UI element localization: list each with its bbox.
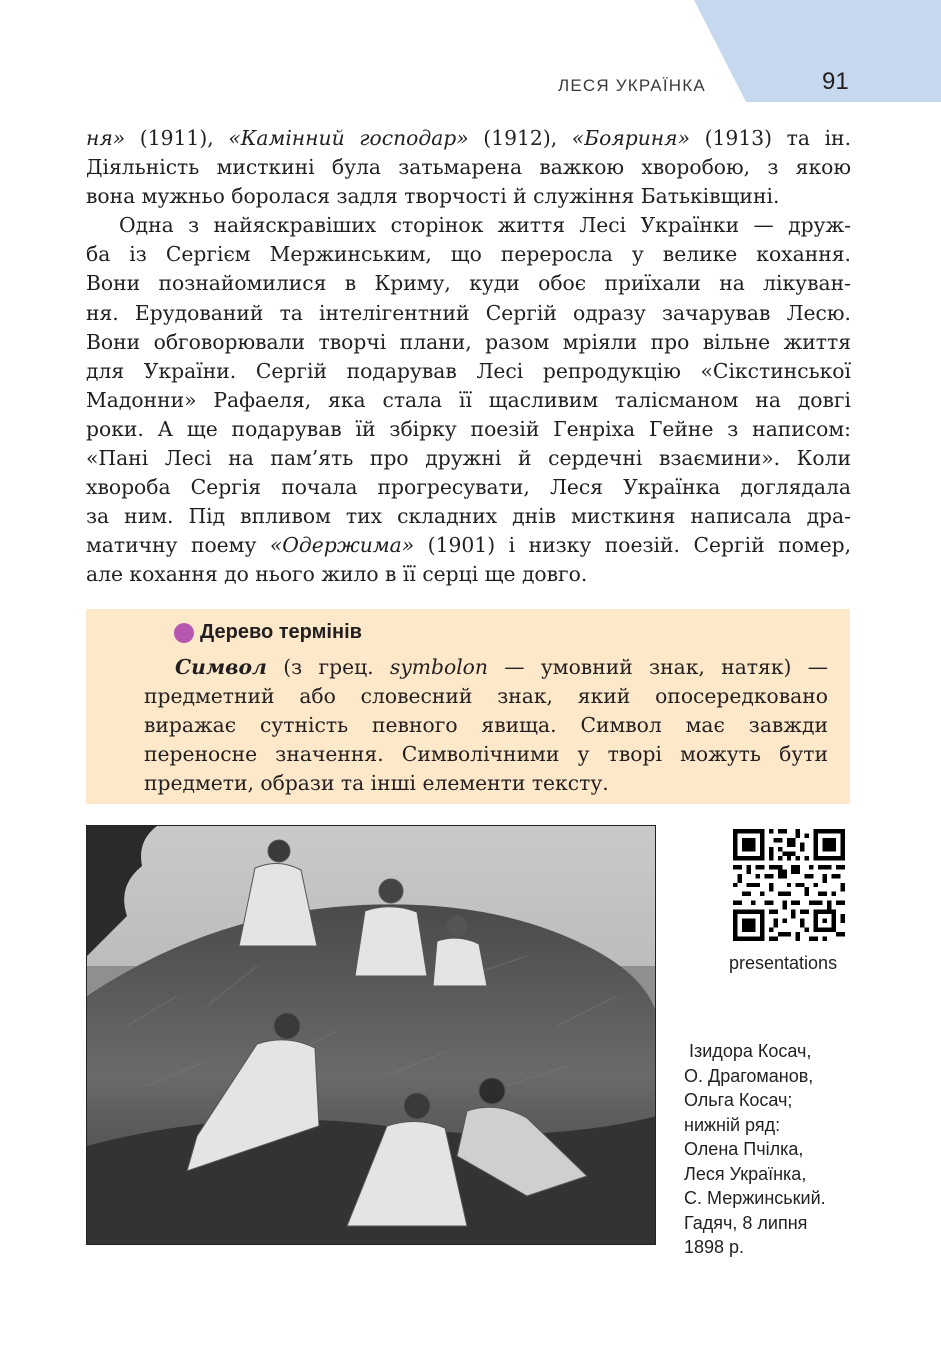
text-line: Одна з найяскравіших сторінок життя Лесі Українки — друж- — [119, 213, 851, 238]
text-line: предмети, образи та інші елементи тексту. — [144, 771, 609, 795]
caption-line: О. Драгоманов, — [684, 1065, 814, 1086]
text-span: (з грец. — [266, 655, 390, 679]
text-line: ня. Ерудований та інтелігентний Сергій одразу зачарував Лесю. — [86, 300, 851, 325]
text-line: Вони познайомилися в Криму, куди обоє приїхали на лікуван- — [86, 271, 851, 296]
text-line: вона мужньо боролася задля творчості й служіння Батьківщині. — [86, 184, 780, 209]
caption-line: Ольга Косач; — [684, 1090, 793, 1110]
text-span: (1911), — [125, 126, 229, 150]
qr-label: presentations — [729, 953, 838, 973]
text-span: матичну поему — [86, 533, 270, 558]
text-line — [144, 653, 828, 682]
page-number: 91 — [822, 68, 849, 95]
text-line: хвороба Сергія почала прогресувати, Леся Українка доглядала — [86, 475, 851, 500]
text-span: — умовний знак, натяк) — — [487, 655, 828, 679]
text-line: виражає сутність певного явища. Символ має завжди — [144, 713, 828, 737]
historical-group-photo — [86, 825, 656, 1245]
caption-line: С. Мержинський. — [684, 1188, 826, 1208]
text-line — [86, 531, 851, 560]
term-box-title-text: Дерево термінів — [200, 621, 362, 643]
term-box — [86, 609, 850, 804]
term-etymology: symbolon — [389, 655, 488, 679]
text-line: Діяльність мисткині була затьмарена важкою хворобою, з якою — [86, 155, 851, 180]
caption-line: 1898 р. — [684, 1237, 745, 1257]
text-line: але кохання до нього жило в її серці ще довго. — [86, 562, 588, 587]
caption-line: Гадяч, 8 липня — [684, 1212, 808, 1233]
text-line: за ним. Під впливом тих складних днів мисткиня написала дра- — [86, 504, 851, 529]
italic-title: «Бояриня» — [571, 126, 690, 150]
text-line: ба із Сергієм Мержинським, що переросла у велике кохання. — [86, 242, 851, 267]
running-title: ЛЕСЯ УКРАЇНКА — [558, 76, 706, 95]
text-line: для України. Сергій подарував Лесі репродукцію «Сікстинської — [86, 358, 851, 383]
text-line: предметний або словесний знак, який опосередковано — [144, 684, 828, 708]
text-line: «Пані Лесі на пам’ять про дружні й сердечні взаємини». Коли — [86, 446, 851, 471]
caption-line: нижній ряд: — [684, 1114, 781, 1135]
caption-line: Ізидора Косач, — [684, 1041, 812, 1061]
text-span: (1901) і низку поезій. Сергій помер, — [414, 533, 852, 558]
term-word: Символ — [175, 655, 267, 679]
italic-title: ня» — [86, 126, 126, 150]
text-line: переносне значення. Символічними у творі можуть бути — [144, 742, 828, 766]
main-text — [86, 124, 851, 590]
text-span: (1912), — [468, 126, 572, 150]
term-definition — [144, 653, 828, 798]
corner-tab — [694, 0, 941, 102]
bullet-dot-icon — [174, 623, 194, 643]
text-span: (1913) та ін. — [690, 126, 852, 150]
photo-caption — [684, 1039, 884, 1260]
paragraph-2 — [86, 211, 851, 589]
qr-code-icon[interactable] — [733, 829, 845, 941]
term-box-title — [174, 621, 362, 644]
italic-title: «Камінний господар» — [228, 126, 469, 150]
caption-line: Олена Пчілка, — [684, 1139, 804, 1159]
caption-line: Леся Українка, — [684, 1163, 807, 1184]
text-line: Вони обговорювали творчі плани, разом мріяли про вільне життя — [86, 329, 851, 354]
italic-title: «Одержима» — [269, 533, 415, 558]
text-line: Мадонни» Рафаеля, яка стала її щасливим талісманом на довгі — [86, 387, 851, 412]
text-line: роки. А ще подарував їй збірку поезій Генріха Гейне з написом: — [86, 416, 851, 441]
photo-illustration — [87, 826, 656, 1245]
paragraph-1 — [86, 124, 851, 211]
text-line — [86, 124, 851, 153]
